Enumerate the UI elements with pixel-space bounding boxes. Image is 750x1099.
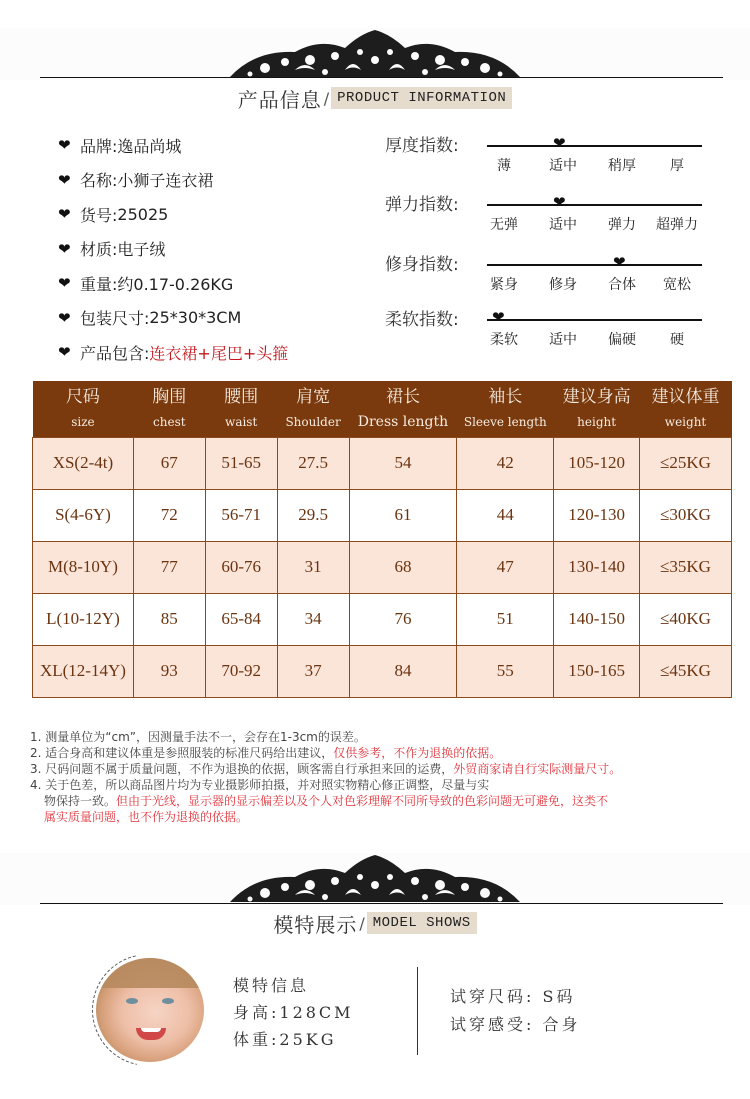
info-label: 品牌: [80,136,118,156]
note-2: 2. 适合身高和建议体重是参照服装的标准尺码给出建议，仅供参考，不作为退换的依据。 [30,746,502,760]
header-height: 建议身高 height [554,381,640,437]
cell-dress-length: 61 [349,489,457,541]
cell-height: 120-130 [554,489,640,541]
cell-chest: 93 [133,645,205,697]
cell-size: XL(12-14Y) [33,645,134,697]
index-option: 柔软 [490,332,518,348]
avatar-eye [126,998,138,1004]
index-scale-line [487,264,702,266]
index-option: 宽松 [663,277,691,293]
cell-waist: 56-71 [205,489,277,541]
table-row [33,489,732,541]
info-item-contents [58,335,288,370]
cell-sleeve-length: 44 [457,489,554,541]
info-label: 产品包含: [80,343,150,363]
ornament-icon [225,30,525,78]
vertical-divider [417,967,418,1055]
model-weight: 体重:25KG [233,1030,337,1049]
info-item-material [58,232,288,267]
index-option: 弹力 [608,217,636,233]
cell-dress-length: 68 [349,541,457,593]
header-sleeve-length: 袖长 Sleeve length [457,381,554,437]
index-fit [385,250,715,300]
heart-icon: ❤ [58,205,71,224]
section-title-slash: / [323,88,330,108]
cell-weight: ≤25KG [640,437,732,489]
index-label: 修身指数: [385,255,459,275]
info-value: 25*30*3CM [149,308,242,328]
heart-icon: ❤ [553,134,566,152]
info-label: 重量: [80,274,118,294]
try-on-size: 试穿尺码: S码 [450,987,576,1006]
index-option: 稍厚 [608,158,636,174]
info-item-package-size [58,301,288,336]
index-option: 薄 [497,158,511,174]
heart-icon: ❤ [58,239,71,258]
section-divider-line [40,77,723,78]
heart-icon: ❤ [492,308,505,326]
header-size: 尺码 size [33,381,134,437]
note-4-cont2: 属实质量问题，也不作为退换的依据。 [44,810,249,824]
info-value-highlight: 连衣裙+尾巴+头箍 [149,343,289,363]
cell-sleeve-length: 47 [457,541,554,593]
index-softness [385,305,715,355]
cell-chest: 67 [133,437,205,489]
index-option: 厚 [670,158,684,174]
index-scale-line [487,204,702,206]
table-header-row [33,381,732,437]
cell-size: XS(2-4t) [33,437,134,489]
cell-chest: 85 [133,593,205,645]
cell-waist: 51-65 [205,437,277,489]
section-title-cn: 产品信息 [237,87,322,112]
ornament-icon [225,855,525,903]
index-option: 适中 [549,217,577,233]
index-option: 修身 [549,277,577,293]
cell-waist: 65-84 [205,593,277,645]
cell-size: M(8-10Y) [33,541,134,593]
try-on-info [450,983,580,1039]
cell-waist: 70-92 [205,645,277,697]
info-value: 约0.17-0.26KG [117,274,234,294]
table-row [33,645,732,697]
heart-icon: ❤ [58,170,71,189]
info-value: 电子绒 [117,240,166,260]
index-scale-line [487,319,702,321]
heart-icon: ❤ [58,308,71,327]
cell-shoulder: 34 [277,593,349,645]
section-title-en: MODEL SHOWS [367,912,477,934]
cell-shoulder: 29.5 [277,489,349,541]
info-item-name [58,163,288,198]
index-scale-line [487,145,702,147]
info-item-brand [58,128,288,163]
cell-shoulder: 31 [277,541,349,593]
cell-weight: ≤30KG [640,489,732,541]
model-info [233,972,354,1053]
note-3: 3. 尺码问题不属于质量问题，不作为退换的依据，顾客需自行承担来回的运费，外贸商家请自行实际测量尺寸。 [30,762,622,776]
header-chest: 胸围 chest [133,381,205,437]
heart-icon: ❤ [613,253,626,271]
section-divider-line [40,903,723,904]
cell-dress-length: 54 [349,437,457,489]
model-height: 身高:128CM [233,1003,354,1022]
model-avatar [96,958,204,1062]
header-weight: 建议体重 weight [640,381,732,437]
table-row [33,541,732,593]
index-option: 硬 [670,332,684,348]
try-on-feel: 试穿感受: 合身 [450,1015,581,1034]
index-label: 弹力指数: [385,195,459,215]
heart-icon: ❤ [553,193,566,211]
index-elasticity [385,190,715,240]
cell-dress-length: 76 [349,593,457,645]
section-title-en: PRODUCT INFORMATION [331,87,512,109]
cell-size: L(10-12Y) [33,593,134,645]
heart-icon: ❤ [58,136,71,155]
info-label: 包装尺寸: [80,309,150,329]
heart-icon: ❤ [58,274,71,293]
cell-chest: 72 [133,489,205,541]
info-value: 逸品尚城 [117,136,182,156]
note-4: 4. 关于色差，所以商品图片均为专业摄影师拍摄，并对照实物精心修正调整，尽量与实 [30,778,490,792]
index-option: 偏硬 [608,332,636,348]
note-4-cont: 物保持一致。但由于光线，显示器的显示偏差以及个人对色彩理解不同所导致的色彩问题无可避免，这类不 [44,794,609,808]
note-1: 1. 测量单位为“cm”，因测量手法不一，会存在1-3cm的误差。 [30,730,366,744]
section-title-product-info [0,85,750,111]
cell-height: 140-150 [554,593,640,645]
model-info-title: 模特信息 [233,976,310,995]
index-label: 柔软指数: [385,310,459,330]
table-row [33,593,732,645]
header-waist: 腰围 waist [205,381,277,437]
index-thickness [385,131,715,181]
cell-sleeve-length: 42 [457,437,554,489]
size-notes [30,729,735,825]
cell-shoulder: 27.5 [277,437,349,489]
cell-weight: ≤45KG [640,645,732,697]
avatar-eye [162,998,174,1004]
index-label: 厚度指数: [385,136,459,156]
cell-waist: 60-76 [205,541,277,593]
cell-height: 130-140 [554,541,640,593]
cell-weight: ≤40KG [640,593,732,645]
info-value: 小狮子连衣裙 [117,171,214,191]
avatar-teeth [141,1028,161,1032]
header-dress-length: 裙长 Dress length [349,381,457,437]
info-item-weight [58,266,288,301]
section-title-cn: 模特展示 [273,912,358,937]
info-label: 货号: [80,205,118,225]
info-label: 名称: [80,171,118,191]
section-title-slash: / [359,913,365,933]
size-chart-table [32,381,732,698]
cell-height: 150-165 [554,645,640,697]
product-info-list [58,128,288,370]
cell-weight: ≤35KG [640,541,732,593]
info-value: 25025 [117,204,169,224]
cell-shoulder: 37 [277,645,349,697]
cell-dress-length: 84 [349,645,457,697]
section-title-model-shows [0,910,750,936]
info-item-sku [58,197,288,232]
info-label: 材质: [80,240,118,260]
cell-height: 105-120 [554,437,640,489]
heart-icon: ❤ [58,343,71,362]
index-option: 超弹力 [656,217,698,233]
index-option: 无弹 [490,217,518,233]
cell-sleeve-length: 51 [457,593,554,645]
index-option: 适中 [549,332,577,348]
index-option: 适中 [549,158,577,174]
header-shoulder: 肩宽 Shoulder [277,381,349,437]
cell-sleeve-length: 55 [457,645,554,697]
cell-chest: 77 [133,541,205,593]
table-row [33,437,732,489]
index-option: 紧身 [490,277,518,293]
avatar-hair [96,958,204,988]
cell-size: S(4-6Y) [33,489,134,541]
index-option: 合体 [608,277,636,293]
